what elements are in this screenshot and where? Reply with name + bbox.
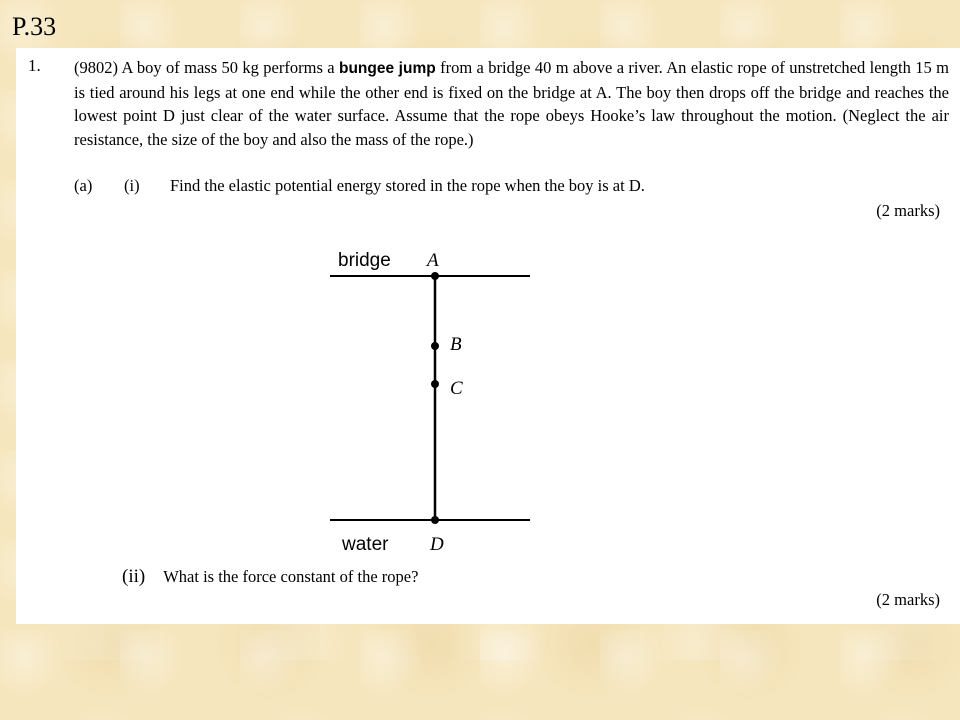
part-ii-line — [122, 566, 418, 588]
part-i-marks: (2 marks) — [876, 201, 940, 220]
question-number: 1. — [28, 56, 41, 75]
point-c-label: C — [450, 378, 463, 399]
bungee-diagram — [16, 48, 960, 624]
intro-bold-term: bungee jump — [338, 60, 436, 77]
intro-rest: from a bridge 40 m above a river. An elastic rope of unstretched length 15 m is tied around his legs at one end while the other end is fixed on the bridge at A. The boy then drops off the bridge and reaches the lowest point D just clear of the water surface. Assume that the rope obeys Hooke’s law throughout the motion. (Neglect the air resistance, the size of the boy and also the mass of the rope.) — [74, 58, 950, 149]
point-c-dot — [431, 380, 439, 388]
part-ii-text: What is the force constant of the rope? — [163, 567, 419, 586]
question-sheet — [16, 48, 960, 624]
point-b-label: B — [450, 334, 462, 355]
part-ii-label: (ii) — [122, 566, 146, 587]
point-a-label: A — [427, 250, 439, 271]
part-a-label: (a) — [74, 176, 93, 195]
point-b-dot — [431, 342, 439, 350]
part-i-text: Find the elastic potential energy stored in the rope when the boy is at D. — [170, 176, 645, 195]
bridge-label: bridge — [338, 250, 391, 271]
part-i-label: (i) — [124, 176, 140, 195]
intro-code: (9802) A boy of mass 50 kg performs a — [74, 58, 335, 77]
point-d-label: D — [430, 534, 444, 555]
part-ii-marks: (2 marks) — [876, 590, 940, 609]
point-d-dot — [431, 516, 439, 524]
point-a-dot — [431, 272, 439, 280]
water-label: water — [342, 534, 389, 555]
page-number-label: P.33 — [12, 12, 57, 41]
